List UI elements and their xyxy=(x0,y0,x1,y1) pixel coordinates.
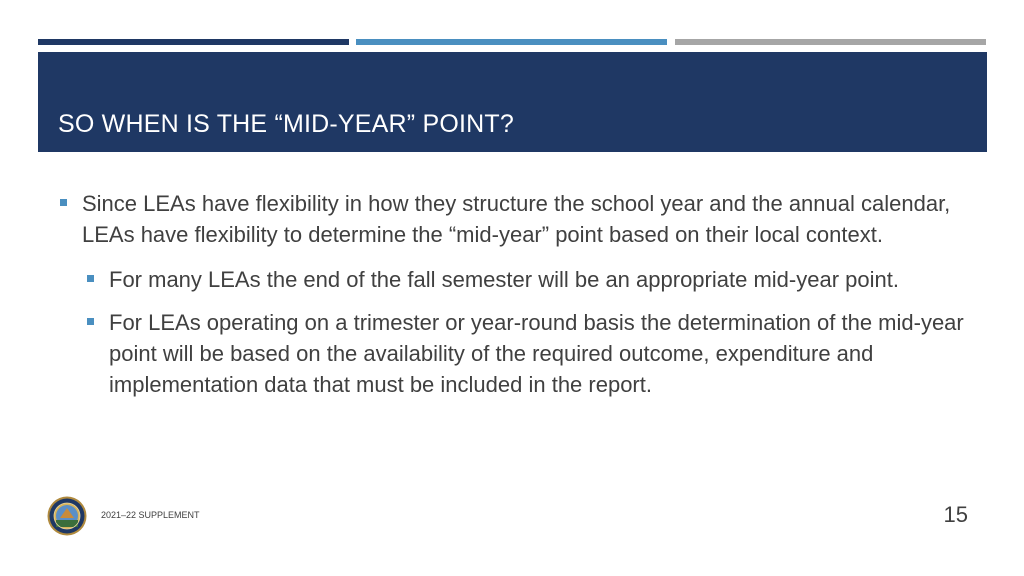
slide-content xyxy=(55,188,975,412)
bullet-text: For many LEAs the end of the fall semester will be an appropriate mid-year point. xyxy=(109,267,899,292)
top-stripe-gray xyxy=(675,39,986,45)
top-stripe-blue xyxy=(356,39,667,45)
top-stripe-dark xyxy=(38,39,349,45)
page-number: 15 xyxy=(943,502,968,527)
slide-title: SO WHEN IS THE “MID-YEAR” POINT? xyxy=(58,110,514,138)
sub-bullet-item xyxy=(55,307,975,400)
state-seal-icon xyxy=(47,496,87,536)
bullet-item xyxy=(55,188,975,250)
square-bullet-icon xyxy=(60,199,67,206)
bullet-text: For LEAs operating on a trimester or year-round basis the determination of the mid-year point will be based on the availability of the required outcome, expenditure and implementation data that must be included in the report. xyxy=(109,310,964,397)
bullet-text: Since LEAs have flexibility in how they structure the school year and the annual calendar, LEAs have flexibility to determine the “mid-year” point based on their local context. xyxy=(82,191,951,247)
sub-bullet-item xyxy=(55,264,975,295)
footer-label: 2021–22 SUPPLEMENT xyxy=(101,510,200,520)
square-bullet-icon xyxy=(87,318,94,325)
title-bar xyxy=(38,52,987,152)
square-bullet-icon xyxy=(87,275,94,282)
